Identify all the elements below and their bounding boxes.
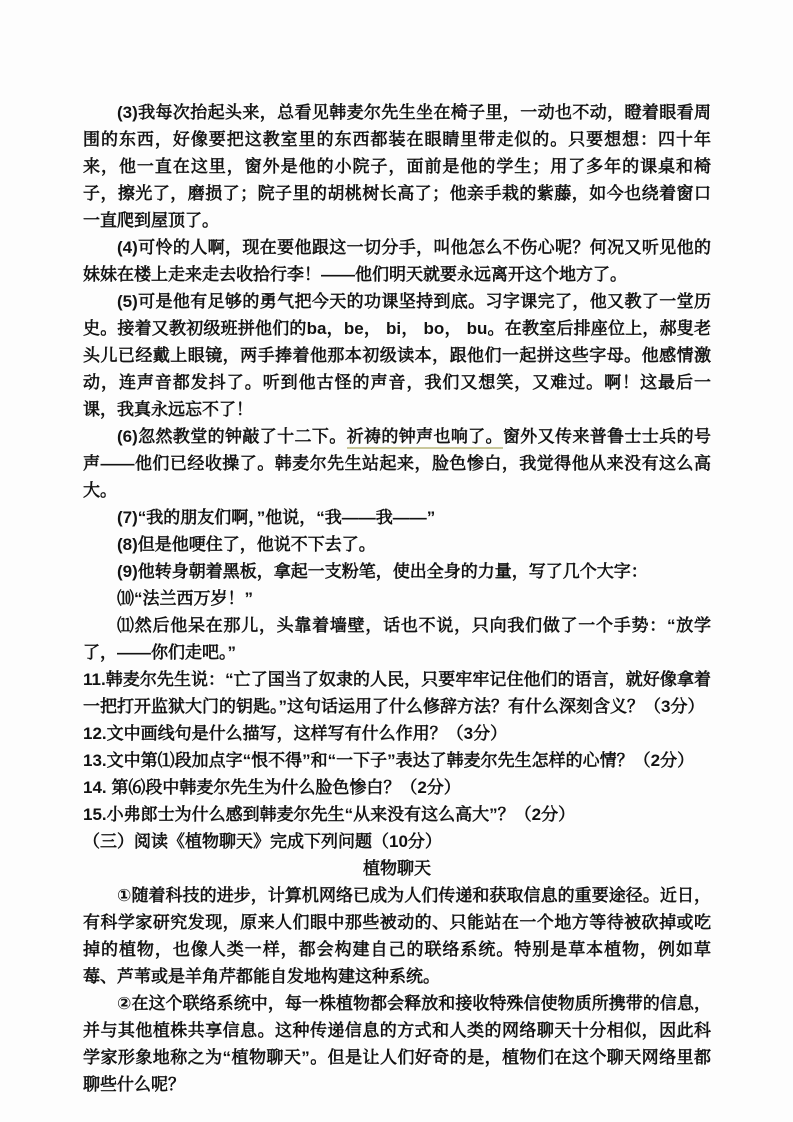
passage-paragraph-10: ⑽“法兰西万岁！” bbox=[117, 589, 253, 608]
question-15: 15.小弗郎士为什么感到韩麦尔先生“从来没有这么高大”？（2分） bbox=[83, 805, 576, 824]
reading-paragraph-2: ②在这个联络系统中，每一株植物都会释放和接收特殊信使物质所携带的信息，并与其他植株共享信息。这种传递信息的方式和人类的网络聊天十分相似，因此科学家形象地称之为“植物聊天”。但是让人们好奇的是，植物们在这个聊天网络里都聊些什么呢？ bbox=[83, 994, 711, 1094]
paragraph-6-post-text: 窗外又传来普鲁士士兵的号声——他们已经收操了。韩麦尔先生站起来，脸色惨白，我觉得他从来没有这么高大。 bbox=[83, 427, 712, 500]
question-11: 11.韩麦尔先生说：“亡了国当了奴隶的人民，只要牢牢记住他们的语言，就好像拿着一把打开监狱大门的钥匙。”这句话运用了什么修辞方法？有什么深刻含义？（3分） bbox=[83, 670, 711, 716]
section-3-heading: （三）阅读《植物聊天》完成下列问题（10分） bbox=[83, 832, 442, 851]
reading-paragraph-1: ①随着科技的进步，计算机网络已成为人们传递和获取信息的重要途径。近日，有科学家研究发现，原来人们眼中那些被动的、只能站在一个地方等待被砍掉或吃掉的植物，也像人类一样，都会构建自己的联络系统。特别是草本植物，例如草莓、芦苇或是羊角芹都能自发地构建这种系统。 bbox=[83, 886, 711, 986]
passage-paragraph-4: (4)可怜的人啊，现在要他跟这一切分手，叫他怎么不伤心呢？何况又听见他的妹妹在楼上走来走去收拾行李！——他们明天就要永远离开这个地方了。 bbox=[83, 238, 711, 284]
passage-paragraph-3: (3)我每次抬起头来，总看见韩麦尔先生坐在椅子里，一动也不动，瞪着眼看周围的东西，好像要把这教室里的东西都装在眼睛里带走似的。只要想想：四十年来，他一直在这里，窗外是他的小院子，面前是他的学生；用了多年的课桌和椅子，擦光了，磨损了；院子里的胡桃树长高了；他亲手栽的紫藤，如今也绕着窗口一直爬到屋顶了。 bbox=[83, 103, 711, 230]
passage-paragraph-6 bbox=[83, 423, 711, 504]
passage-paragraph-5: (5)可是他有足够的勇气把今天的功课坚持到底。习字课完了，他又教了一堂历史。接着又教初级班拼他们的ba，be， bi， bo， bu。在教室后排座位上，郝叟老头儿已经戴上眼镜，两手捧着他那本初级读本，跟他们一起拼这些字母。他感情激动，连声音都发抖了。听到他古怪的声音，我们又想笑，又难过。啊！这最后一课，我真永远忘不了！ bbox=[83, 292, 711, 419]
underlined-sentence: 祈祷的钟声也响了。 bbox=[347, 427, 503, 449]
passage-paragraph-8: (8)但是他哽住了，他说不下去了。 bbox=[117, 535, 376, 554]
passage-paragraph-7: (7)“我的朋友们啊，”他说，“我——我——” bbox=[117, 508, 436, 527]
question-12: 12.文中画线句是什么描写，这样写有什么作用？（3分） bbox=[83, 724, 508, 743]
passage-paragraph-9: (9)他转身朝着黑板，拿起一支粉笔，使出全身的力量，写了几个大字： bbox=[117, 562, 648, 581]
reading-title: 植物聊天 bbox=[363, 859, 431, 878]
question-13: 13.文中第⑴段加点字“恨不得”和“一下子”表达了韩麦尔先生怎样的心情？（2分） bbox=[83, 751, 695, 770]
paragraph-6-pre-text: (6)忽然教堂的钟敲了十二下。 bbox=[117, 427, 347, 446]
question-14: 14. 第⑹段中韩麦尔先生为什么脸色惨白？（2分） bbox=[83, 778, 461, 797]
page-content bbox=[83, 99, 711, 1098]
passage-paragraph-11: ⑾然后他呆在那儿，头靠着墙壁，话也不说，只向我们做了一个手势：“放学了，——你们走吧。” bbox=[83, 616, 711, 662]
